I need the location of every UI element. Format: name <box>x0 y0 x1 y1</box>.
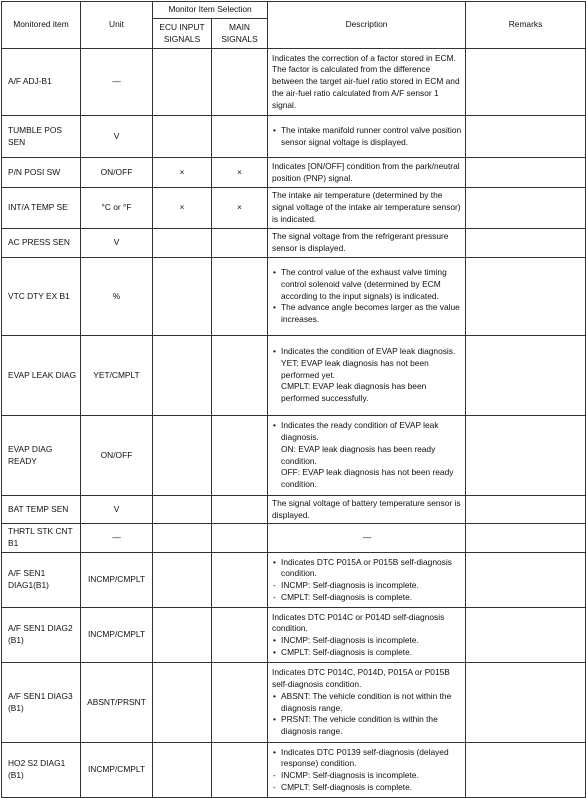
table-row <box>2 336 586 416</box>
main-signal-mark <box>212 416 268 496</box>
remarks <box>466 496 586 524</box>
monitored-item: EVAP DIAG READY <box>2 416 81 496</box>
description <box>268 553 466 608</box>
description-detail: - CMPLT: Self-diagnosis is complete. <box>272 782 462 794</box>
main-signal-mark <box>212 524 268 553</box>
ecu-input-mark: × <box>153 188 212 229</box>
table-row <box>2 743 586 798</box>
monitored-item: P/N POSI SW <box>2 158 81 188</box>
description-text: The signal voltage from the refrigerant pressure sensor is displayed. <box>272 231 449 253</box>
main-signal-mark <box>212 49 268 116</box>
monitored-item: THRTL STK CNT B1 <box>2 524 81 553</box>
description <box>268 496 466 524</box>
description-text: • Indicates the ready condition of EVAP leak diagnosis. <box>272 420 462 443</box>
description-text: • The control value of the exhaust valve timing control solenoid valve (determined by ECM according to the input signals) is indicated. <box>272 267 462 302</box>
remarks <box>466 336 586 416</box>
main-signal-mark <box>212 229 268 258</box>
monitored-item: A/F SEN1 DIAG1(B1) <box>2 553 81 608</box>
remarks <box>466 743 586 798</box>
description <box>268 49 466 116</box>
ecu-input-mark <box>153 336 212 416</box>
ecu-input-mark <box>153 229 212 258</box>
monitored-item: VTC DTY EX B1 <box>2 258 81 336</box>
description-text: The signal voltage of battery temperature sensor is displayed. <box>272 497 461 520</box>
description-text: • The intake manifold runner control valve position sensor signal voltage is displayed. <box>272 125 462 148</box>
description-detail: ON: EVAP leak diagnosis has been ready condition. <box>281 443 436 466</box>
table-row <box>2 116 586 158</box>
description <box>268 158 466 188</box>
description-text: Indicates DTC P014C or P014D self-diagnosis condition. <box>272 611 445 634</box>
unit: ON/OFF <box>81 158 153 188</box>
remarks <box>466 229 586 258</box>
description-detail: • ABSNT: The vehicle condition is not within the diagnosis range. <box>272 691 462 714</box>
description-detail: • CMPLT: Self-diagnosis is complete. <box>272 647 462 659</box>
main-signal-mark <box>212 608 268 663</box>
col-header-monitored-item: Monitored item <box>2 2 81 49</box>
unit: °C or °F <box>81 188 153 229</box>
unit: INCMP/CMPLT <box>81 743 153 798</box>
table-row <box>2 608 586 663</box>
col-header-description: Description <box>268 2 466 49</box>
unit: — <box>81 49 153 116</box>
monitored-item: HO2 S2 DIAG1 (B1) <box>2 743 81 798</box>
ecu-input-mark <box>153 49 212 116</box>
ecu-input-mark <box>153 258 212 336</box>
description-detail: - INCMP: Self-diagnosis is incomplete. <box>272 580 462 592</box>
remarks <box>466 188 586 229</box>
ecu-input-mark <box>153 743 212 798</box>
description <box>268 524 466 553</box>
description <box>268 608 466 663</box>
monitored-item: A/F ADJ-B1 <box>2 49 81 116</box>
unit: ABSNT/PRSNT <box>81 663 153 743</box>
description <box>268 258 466 336</box>
main-signal-mark <box>212 116 268 158</box>
description-detail: YET: EVAP leak diagnosis has not been performed yet. <box>281 357 429 380</box>
main-signal-mark <box>212 553 268 608</box>
monitored-item: A/F SEN1 DIAG3 (B1) <box>2 663 81 743</box>
description-text: • Indicates the condition of EVAP leak diagnosis. <box>272 346 462 358</box>
description <box>268 743 466 798</box>
table-row <box>2 553 586 608</box>
table-row <box>2 158 586 188</box>
table-row <box>2 663 586 743</box>
col-header-monitor-item-selection: Monitor Item Selection <box>153 2 268 19</box>
main-signal-mark <box>212 743 268 798</box>
unit: INCMP/CMPLT <box>81 553 153 608</box>
col-header-unit: Unit <box>81 2 153 49</box>
unit: YET/CMPLT <box>81 336 153 416</box>
col-header-main-signals: MAIN SIGNALS <box>212 19 268 49</box>
table-row <box>2 229 586 258</box>
description <box>268 188 466 229</box>
table-row <box>2 258 586 336</box>
unit: INCMP/CMPLT <box>81 608 153 663</box>
description-text: • Indicates DTC P015A or P015B self-diagnosis condition. <box>272 557 462 580</box>
description <box>268 229 466 258</box>
main-signal-mark: × <box>212 158 268 188</box>
description <box>268 416 466 496</box>
ecu-input-mark <box>153 116 212 158</box>
description-text: • The advance angle becomes larger as the value increases. <box>272 302 462 325</box>
col-header-remarks: Remarks <box>466 2 586 49</box>
description-detail: • INCMP: Self-diagnosis is incomplete. <box>272 635 462 647</box>
remarks <box>466 663 586 743</box>
monitored-item: INT/A TEMP SE <box>2 188 81 229</box>
unit: ON/OFF <box>81 416 153 496</box>
unit: V <box>81 496 153 524</box>
col-header-ecu-input-signals: ECU INPUT SIGNALS <box>153 19 212 49</box>
unit: % <box>81 258 153 336</box>
ecu-input-mark <box>153 553 212 608</box>
remarks <box>466 416 586 496</box>
table-row <box>2 49 586 116</box>
remarks <box>466 553 586 608</box>
main-signal-mark <box>212 663 268 743</box>
description-text: Indicates the correction of a factor stored in ECM. The factor is calculated from the difference between the target air-fuel ratio stored in ECM and the air-fuel ratio calculated from A/F sensor 1 signal. <box>272 52 460 110</box>
ecu-input-mark <box>153 608 212 663</box>
monitored-item: AC PRESS SEN <box>2 229 81 258</box>
description <box>268 116 466 158</box>
description-detail: OFF: EVAP leak diagnosis has not been ready condition. <box>281 467 454 489</box>
description <box>268 336 466 416</box>
monitored-item: TUMBLE POS SEN <box>2 116 81 158</box>
description-text: — <box>362 532 372 543</box>
ecu-input-mark <box>153 496 212 524</box>
unit: V <box>81 229 153 258</box>
remarks <box>466 116 586 158</box>
remarks <box>466 158 586 188</box>
remarks <box>466 258 586 336</box>
remarks <box>466 608 586 663</box>
ecu-input-mark <box>153 524 212 553</box>
table-row <box>2 524 586 553</box>
main-signal-mark <box>212 496 268 524</box>
description-detail: - INCMP: Self-diagnosis is incomplete. <box>272 770 462 782</box>
ecu-input-mark: × <box>153 158 212 188</box>
description-text: Indicates DTC P014C, P014D, P015A or P015B self-diagnosis condition. <box>272 667 450 690</box>
table-row <box>2 496 586 524</box>
description-detail: • PRSNT: The vehicle condition is within the diagnosis range. <box>272 714 462 737</box>
table-row <box>2 188 586 229</box>
main-signal-mark: × <box>212 188 268 229</box>
ecu-input-mark <box>153 663 212 743</box>
ecu-input-mark <box>153 416 212 496</box>
monitored-item: A/F SEN1 DIAG2 (B1) <box>2 608 81 663</box>
description-text: • Indicates DTC P0139 self-diagnosis (delayed response) condition. <box>272 747 462 770</box>
description-detail: - CMPLT: Self-diagnosis is complete. <box>272 592 462 604</box>
monitored-item: EVAP LEAK DIAG <box>2 336 81 416</box>
description-text: The intake air temperature (determined by the signal voltage of the intake air temperature sensor) is indicated. <box>272 190 461 224</box>
unit: V <box>81 116 153 158</box>
remarks <box>466 524 586 553</box>
remarks <box>466 49 586 116</box>
description <box>268 663 466 743</box>
monitored-item: BAT TEMP SEN <box>2 496 81 524</box>
description-detail: CMPLT: EVAP leak diagnosis has been performed successfully. <box>281 381 427 404</box>
main-signal-mark <box>212 336 268 416</box>
description-text: Indicates [ON/OFF] condition from the park/neutral position (PNP) signal. <box>272 160 460 183</box>
main-signal-mark <box>212 258 268 336</box>
table-row <box>2 416 586 496</box>
monitor-item-table <box>1 1 586 798</box>
unit: — <box>81 524 153 553</box>
